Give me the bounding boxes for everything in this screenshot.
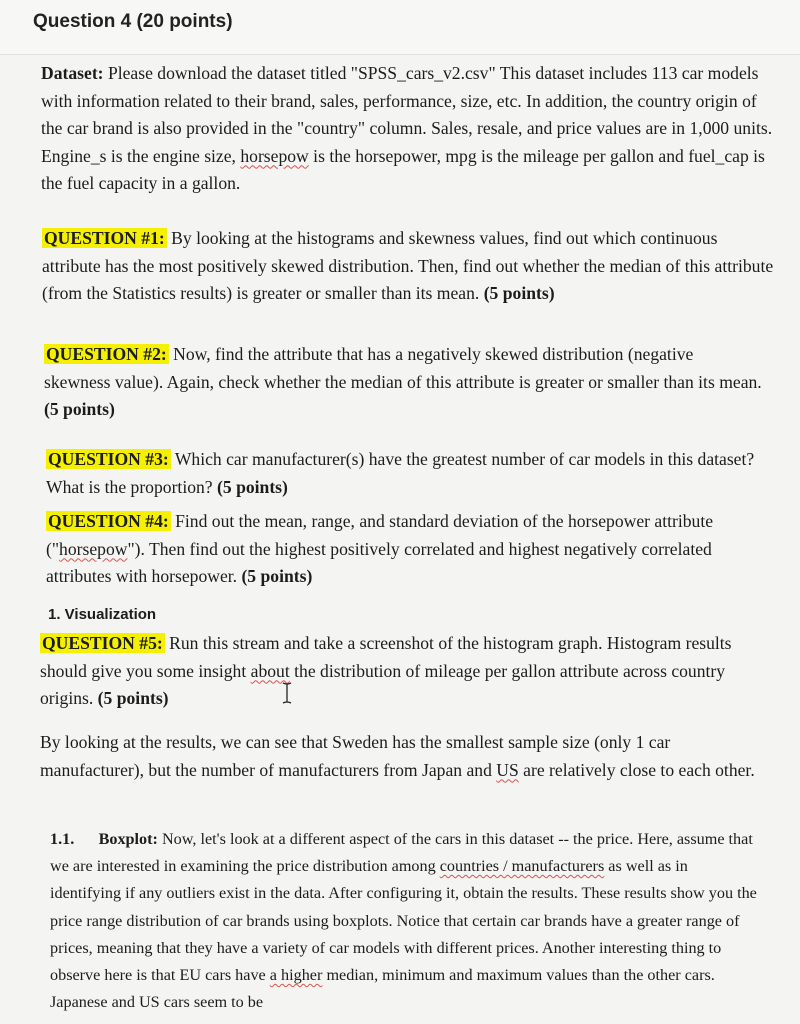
observation-text-b: are relatively close to each other.	[518, 759, 755, 780]
dataset-text-a: Please download the dataset titled "SPSS_cars_v2.csv" This dataset includes 113 car models with information related to their brand, sales, performance, size, etc. In addition, the country origin of the car brand is also provided in the "country" column. Sales, resale, and price values are in 1,000 units. Engine_s is the engine size,	[41, 63, 773, 166]
boxplot-text-b: as well as in identifying if any outliers exist in the data. After configuring it, obtain the results. These results show you the price range distribution of car brands using boxplots. Notice that certain car brands have a greater range of prices, meaning that they have a variety of car models with different prices. Another interesting thing to observe here is that EU cars have	[50, 857, 757, 985]
question-3-points: (5 points)	[217, 476, 288, 497]
boxplot-text-c: median, minimum and maximum values than the other cars. Japanese and US cars seem to be	[50, 966, 715, 1012]
question-3	[46, 446, 772, 501]
boxplot-label: Boxplot:	[98, 830, 158, 848]
dataset-text-b: is the horsepower, mpg is the mileage per gallon and fuel_cap is the fuel capacity in a gallon.	[41, 145, 765, 193]
question-1-points: (5 points)	[483, 283, 555, 303]
question-5-text-a: Run this stream and take a screenshot of the histogram graph. Histogram results should give you some insight	[40, 633, 732, 681]
question-4-points: (5 points)	[241, 566, 313, 586]
question-2	[44, 341, 764, 424]
boxplot-paragraph	[50, 826, 762, 1016]
question-5-label: QUESTION #5:	[42, 633, 163, 653]
question-3-text: Which car manufacturer(s) have the greatest number of car models in this dataset? What is the proportion?	[46, 449, 755, 497]
text-cursor-icon	[281, 682, 293, 704]
spell-flag[interactable]: horsepow	[240, 145, 309, 166]
question-2-text: Now, find the attribute that has a negatively skewed distribution (negative skewness value). Again, check whether the median of this attribute is greater or smaller than its mean.	[44, 344, 762, 392]
spell-flag[interactable]: horsepow	[59, 538, 128, 559]
dataset-label: Dataset:	[41, 63, 104, 83]
question-5-text-b: the distribution of mileage per gallon attribute across country origins.	[40, 660, 726, 708]
question-3-label: QUESTION #3:	[48, 449, 169, 469]
boxplot-text-a: Now, let's look at a different aspect of the cars in this dataset -- the price. Here, assume that we are interested in examining the price distribution among	[50, 830, 753, 876]
spell-flag[interactable]: US	[496, 759, 519, 780]
visualization-heading: 1. Visualization	[48, 606, 157, 623]
question-title: Question 4 (20 points)	[33, 11, 233, 32]
question-4-label: QUESTION #4:	[48, 511, 169, 531]
spell-flag[interactable]: countries / manufacturers	[439, 857, 605, 876]
question-2-points: (5 points)	[44, 399, 115, 419]
question-4-text-b: "). Then find out the highest positively correlated and highest negatively correlated attributes with horsepower.	[46, 538, 712, 586]
spell-flag[interactable]: a higher	[269, 966, 323, 985]
question-1-label: QUESTION #1:	[44, 228, 165, 248]
question-1	[42, 225, 780, 308]
question-5	[40, 630, 770, 713]
boxplot-number: 1.1.	[50, 830, 75, 848]
observation-paragraph	[40, 729, 766, 784]
question-1-text: By looking at the histograms and skewness values, find out which continuous attribute has the most positively skewed distribution. Then, find out whether the median of this attribute (from the Statistics results) is greater or smaller than its mean.	[42, 228, 774, 303]
question-2-label: QUESTION #2:	[46, 344, 167, 364]
dataset-paragraph	[41, 60, 781, 198]
observation-text-a: By looking at the results, we can see that Sweden has the smallest sample size (only 1 car manufacturer), but the number of manufacturers from Japan and	[40, 732, 671, 780]
question-5-points: (5 points)	[97, 688, 169, 708]
question-4	[46, 508, 774, 591]
page-header-bar	[0, 0, 800, 55]
spell-flag[interactable]: about	[250, 660, 290, 681]
question-4-text-a: Find out the mean, range, and standard deviation of the horsepower attribute ("	[46, 511, 714, 559]
